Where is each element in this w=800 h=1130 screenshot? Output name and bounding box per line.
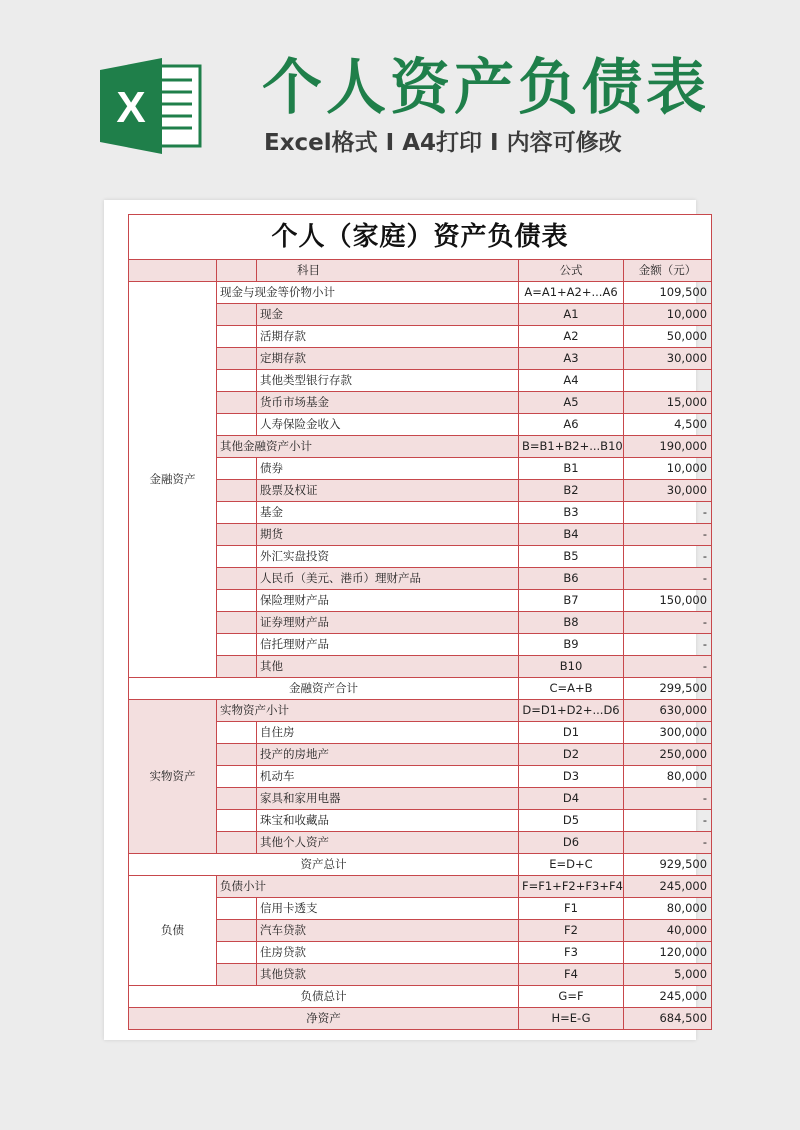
row-name[interactable]: 投产的房地产 xyxy=(257,744,519,766)
net-asset-row xyxy=(129,1008,712,1030)
subtotal-row xyxy=(129,876,712,898)
row-name[interactable]: 外汇实盘投资 xyxy=(257,546,519,568)
row-formula[interactable]: B10 xyxy=(519,656,624,678)
row-name[interactable]: 自住房 xyxy=(257,722,519,744)
indent-cell[interactable] xyxy=(217,810,257,832)
row-name[interactable]: 证券理财产品 xyxy=(257,612,519,634)
row-amount[interactable]: - xyxy=(624,832,712,854)
sheet-title: 个人（家庭）资产负债表 xyxy=(129,215,712,260)
row-formula[interactable]: E=D+C xyxy=(519,854,624,876)
row-amount[interactable]: 190,000 xyxy=(624,436,712,458)
row-name[interactable]: 现金 xyxy=(257,304,519,326)
row-formula[interactable]: B2 xyxy=(519,480,624,502)
title-row xyxy=(129,215,712,260)
row-amount[interactable]: 5,000 xyxy=(624,964,712,986)
row-amount[interactable]: 30,000 xyxy=(624,480,712,502)
indent-cell[interactable] xyxy=(217,458,257,480)
row-formula[interactable]: D5 xyxy=(519,810,624,832)
row-formula[interactable]: D3 xyxy=(519,766,624,788)
row-formula[interactable]: C=A+B xyxy=(519,678,624,700)
category-financial[interactable]: 金融资产 xyxy=(129,282,217,678)
indent-cell[interactable] xyxy=(217,546,257,568)
row-name[interactable]: 债券 xyxy=(257,458,519,480)
table-row xyxy=(129,832,712,854)
row-formula[interactable]: A1 xyxy=(519,304,624,326)
row-amount[interactable]: 929,500 xyxy=(624,854,712,876)
row-amount[interactable]: - xyxy=(624,810,712,832)
total-row xyxy=(129,986,712,1008)
table-row xyxy=(129,370,712,392)
row-name[interactable]: 净资产 xyxy=(129,1008,519,1030)
row-name[interactable]: 家具和家用电器 xyxy=(257,788,519,810)
row-name[interactable]: 金融资产合计 xyxy=(129,678,519,700)
indent-cell[interactable] xyxy=(217,348,257,370)
table-row xyxy=(129,634,712,656)
row-name[interactable]: 期货 xyxy=(257,524,519,546)
row-name[interactable]: 负债总计 xyxy=(129,986,519,1008)
row-formula[interactable]: A=A1+A2+...A6 xyxy=(519,282,624,304)
row-name[interactable]: 机动车 xyxy=(257,766,519,788)
header-item[interactable]: 科目 xyxy=(257,260,519,282)
table-row xyxy=(129,920,712,942)
total-row xyxy=(129,678,712,700)
row-amount[interactable]: - xyxy=(624,634,712,656)
row-formula[interactable]: D1 xyxy=(519,722,624,744)
category-liability[interactable]: 负债 xyxy=(129,876,217,986)
row-amount[interactable]: 40,000 xyxy=(624,920,712,942)
row-amount[interactable]: 30,000 xyxy=(624,348,712,370)
indent-cell[interactable] xyxy=(217,392,257,414)
row-amount[interactable]: 684,500 xyxy=(624,1008,712,1030)
row-amount[interactable]: - xyxy=(624,502,712,524)
row-formula[interactable]: F1 xyxy=(519,898,624,920)
row-amount[interactable]: 80,000 xyxy=(624,766,712,788)
indent-cell[interactable] xyxy=(217,898,257,920)
row-formula[interactable]: B6 xyxy=(519,568,624,590)
row-formula[interactable]: B8 xyxy=(519,612,624,634)
row-amount[interactable]: 50,000 xyxy=(624,326,712,348)
row-name[interactable]: 信托理财产品 xyxy=(257,634,519,656)
row-formula[interactable]: F=F1+F2+F3+F4 xyxy=(519,876,624,898)
row-formula[interactable]: F2 xyxy=(519,920,624,942)
row-formula[interactable]: B1 xyxy=(519,458,624,480)
row-name[interactable]: 负债小计 xyxy=(217,876,519,898)
row-formula[interactable]: A2 xyxy=(519,326,624,348)
indent-cell[interactable] xyxy=(217,788,257,810)
indent-cell[interactable] xyxy=(217,942,257,964)
indent-cell[interactable] xyxy=(217,612,257,634)
row-amount[interactable]: - xyxy=(624,524,712,546)
row-name[interactable]: 汽车贷款 xyxy=(257,920,519,942)
indent-cell[interactable] xyxy=(217,414,257,436)
row-name[interactable]: 人寿保险金收入 xyxy=(257,414,519,436)
row-name[interactable]: 人民币（美元、港币）理财产品 xyxy=(257,568,519,590)
row-amount[interactable]: 150,000 xyxy=(624,590,712,612)
indent-cell[interactable] xyxy=(217,920,257,942)
row-name[interactable]: 住房贷款 xyxy=(257,942,519,964)
row-formula[interactable]: D=D1+D2+...D6 xyxy=(519,700,624,722)
row-name[interactable]: 其他金融资产小计 xyxy=(217,436,519,458)
row-amount[interactable]: - xyxy=(624,656,712,678)
balance-sheet-table xyxy=(128,214,712,1030)
subtotal-row xyxy=(129,282,712,304)
row-formula[interactable]: H=E-G xyxy=(519,1008,624,1030)
excel-icon xyxy=(100,56,204,156)
row-formula[interactable]: B7 xyxy=(519,590,624,612)
table-row xyxy=(129,524,712,546)
spreadsheet-sheet xyxy=(104,200,708,1040)
row-amount[interactable]: 80,000 xyxy=(624,898,712,920)
row-name[interactable]: 基金 xyxy=(257,502,519,524)
table-row xyxy=(129,568,712,590)
row-formula[interactable]: D2 xyxy=(519,744,624,766)
subtotal-row xyxy=(129,700,712,722)
table-row xyxy=(129,546,712,568)
indent-cell[interactable] xyxy=(217,656,257,678)
row-amount[interactable]: 250,000 xyxy=(624,744,712,766)
indent-cell[interactable] xyxy=(217,502,257,524)
indent-cell[interactable] xyxy=(217,326,257,348)
table-row xyxy=(129,744,712,766)
indent-cell[interactable] xyxy=(217,524,257,546)
row-name[interactable]: 其他 xyxy=(257,656,519,678)
table-row xyxy=(129,304,712,326)
row-amount[interactable]: 4,500 xyxy=(624,414,712,436)
row-formula[interactable]: B5 xyxy=(519,546,624,568)
indent-cell[interactable] xyxy=(217,964,257,986)
table-row xyxy=(129,458,712,480)
indent-cell[interactable] xyxy=(217,744,257,766)
row-amount[interactable]: 109,500 xyxy=(624,282,712,304)
row-formula[interactable]: B=B1+B2+...B10 xyxy=(519,436,624,458)
table-row xyxy=(129,612,712,634)
table-row xyxy=(129,942,712,964)
row-amount[interactable]: - xyxy=(624,546,712,568)
table-row xyxy=(129,480,712,502)
row-name[interactable]: 其他贷款 xyxy=(257,964,519,986)
row-amount[interactable]: - xyxy=(624,788,712,810)
table-row xyxy=(129,766,712,788)
indent-cell[interactable] xyxy=(217,568,257,590)
row-amount[interactable]: - xyxy=(624,568,712,590)
table-row xyxy=(129,392,712,414)
row-name[interactable]: 保险理财产品 xyxy=(257,590,519,612)
row-formula[interactable]: D6 xyxy=(519,832,624,854)
indent-cell[interactable] xyxy=(217,480,257,502)
page-header xyxy=(0,0,800,190)
table-row xyxy=(129,964,712,986)
table-row xyxy=(129,590,712,612)
row-name[interactable]: 股票及权证 xyxy=(257,480,519,502)
row-amount[interactable]: 10,000 xyxy=(624,304,712,326)
indent-cell[interactable] xyxy=(217,766,257,788)
row-formula[interactable]: A4 xyxy=(519,370,624,392)
row-formula[interactable]: A6 xyxy=(519,414,624,436)
row-amount[interactable]: 630,000 xyxy=(624,700,712,722)
total-row xyxy=(129,854,712,876)
row-amount[interactable]: 10,000 xyxy=(624,458,712,480)
category-physical[interactable]: 实物资产 xyxy=(129,700,217,854)
row-amount[interactable]: 245,000 xyxy=(624,986,712,1008)
row-formula[interactable]: B3 xyxy=(519,502,624,524)
row-name[interactable]: 资产总计 xyxy=(129,854,519,876)
row-formula[interactable]: G=F xyxy=(519,986,624,1008)
header-cell-blank[interactable] xyxy=(129,260,217,282)
row-name[interactable]: 信用卡透支 xyxy=(257,898,519,920)
header-amount[interactable]: 金额（元） xyxy=(624,260,712,282)
row-name[interactable]: 实物资产小计 xyxy=(217,700,519,722)
table-row xyxy=(129,414,712,436)
excel-logo-letter: X xyxy=(116,83,146,132)
page-subtitle: Excel格式 I A4打印 I 内容可修改 xyxy=(264,130,622,156)
row-name[interactable]: 其他类型银行存款 xyxy=(257,370,519,392)
indent-cell[interactable] xyxy=(217,634,257,656)
row-amount[interactable]: 299,500 xyxy=(624,678,712,700)
row-amount[interactable]: 15,000 xyxy=(624,392,712,414)
row-amount[interactable]: 245,000 xyxy=(624,876,712,898)
row-amount[interactable]: 300,000 xyxy=(624,722,712,744)
row-formula[interactable]: B4 xyxy=(519,524,624,546)
header-formula[interactable]: 公式 xyxy=(519,260,624,282)
page-title: 个人资产负债表 xyxy=(262,53,710,123)
table-row xyxy=(129,656,712,678)
table-row xyxy=(129,348,712,370)
row-name[interactable]: 货币市场基金 xyxy=(257,392,519,414)
table-row xyxy=(129,898,712,920)
row-formula[interactable]: A5 xyxy=(519,392,624,414)
column-header-row xyxy=(129,260,712,282)
table-row xyxy=(129,788,712,810)
indent-cell[interactable] xyxy=(217,722,257,744)
row-amount[interactable] xyxy=(624,370,712,392)
table-row xyxy=(129,502,712,524)
table-row xyxy=(129,722,712,744)
row-amount[interactable]: 120,000 xyxy=(624,942,712,964)
indent-cell[interactable] xyxy=(217,370,257,392)
table-row xyxy=(129,326,712,348)
row-name[interactable]: 珠宝和收藏品 xyxy=(257,810,519,832)
subtotal-row xyxy=(129,436,712,458)
row-formula[interactable]: D4 xyxy=(519,788,624,810)
header-cell-blank[interactable] xyxy=(217,260,257,282)
row-name[interactable]: 其他个人资产 xyxy=(257,832,519,854)
row-formula[interactable]: B9 xyxy=(519,634,624,656)
row-formula[interactable]: A3 xyxy=(519,348,624,370)
row-name[interactable]: 现金与现金等价物小计 xyxy=(217,282,519,304)
indent-cell[interactable] xyxy=(217,832,257,854)
row-name[interactable]: 定期存款 xyxy=(257,348,519,370)
table-row xyxy=(129,810,712,832)
row-name[interactable]: 活期存款 xyxy=(257,326,519,348)
row-amount[interactable]: - xyxy=(624,612,712,634)
row-formula[interactable]: F3 xyxy=(519,942,624,964)
indent-cell[interactable] xyxy=(217,590,257,612)
row-formula[interactable]: F4 xyxy=(519,964,624,986)
indent-cell[interactable] xyxy=(217,304,257,326)
